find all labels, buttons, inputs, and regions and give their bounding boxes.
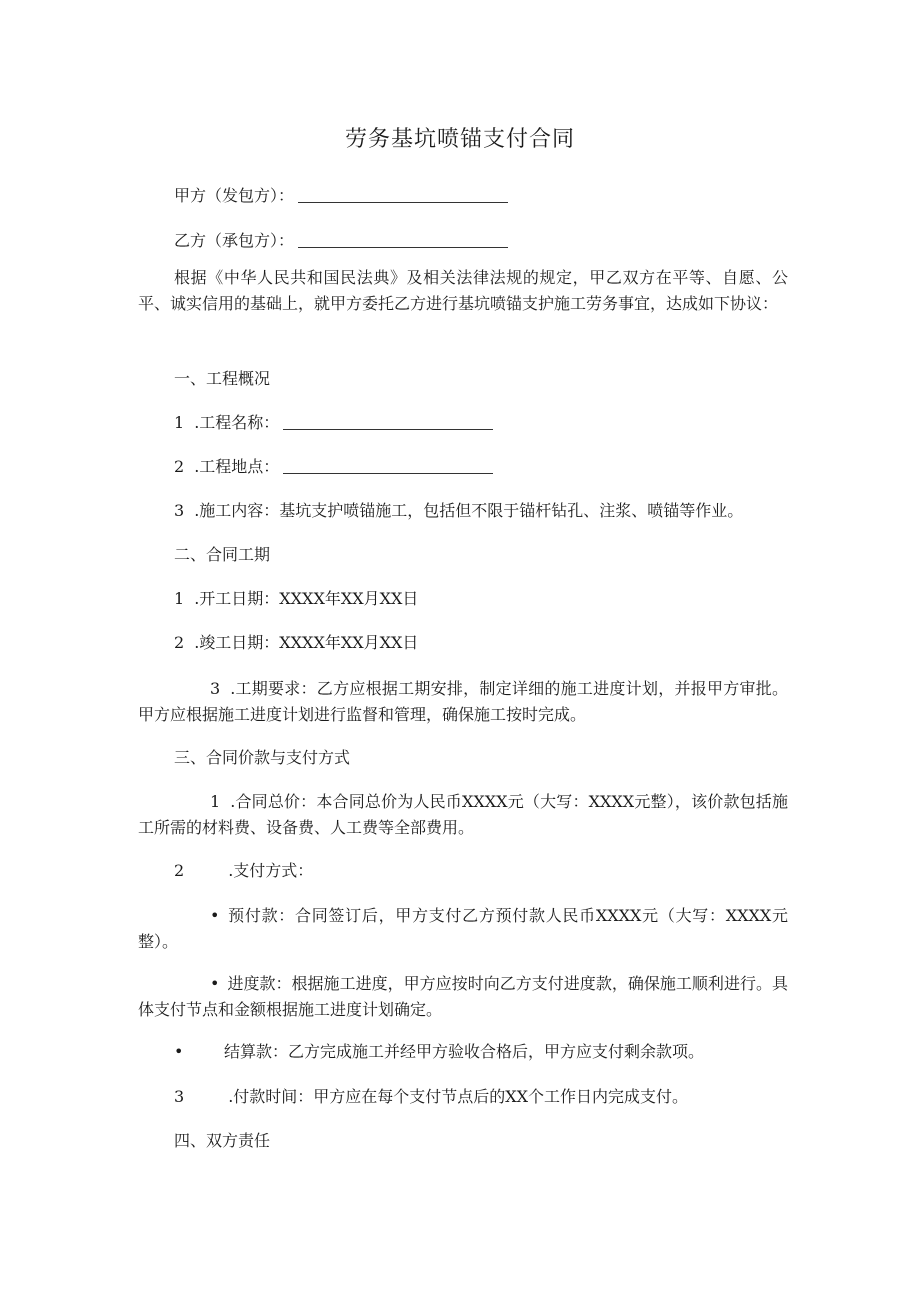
payment-time-line	[138, 1084, 824, 1110]
bullet-icon: •	[210, 974, 220, 993]
project-location-line	[138, 454, 824, 480]
total-price-text: .合同总价：本合同总价为人民币XXXX元（大写：XXXX元整），该价款包括施工所需的材料费、设备费、人工费等全部费用。	[138, 792, 788, 837]
progress-payment-paragraph	[138, 971, 788, 1023]
item-number: 3	[210, 679, 221, 698]
settlement-payment-text: 结算款：乙方完成施工并经甲方验收合格后，甲方应支付剩余款项。	[224, 1042, 705, 1061]
item-number: 3	[174, 501, 185, 520]
section1-heading: 一、工程概况	[174, 369, 271, 388]
schedule-requirement-text: .工期要求：乙方应根据工期安排，制定详细的施工进度计划，并报甲方审批。甲方应根据施工进度计划进行监督和管理，确保施工按时完成。	[138, 679, 788, 724]
total-price-paragraph	[138, 789, 788, 841]
bullet-icon: •	[210, 906, 220, 925]
intro-paragraph: 根据《中华人民共和国民法典》及相关法律法规的规定，甲乙双方在平等、自愿、公平、诚实信用的基础上，就甲方委托乙方进行基坑喷锚支护施工劳务事宜，达成如下协议：	[138, 268, 788, 313]
document-title: 劳务基坑喷锚支付合同	[344, 127, 575, 152]
item-number: 2	[174, 633, 185, 652]
schedule-requirement-paragraph	[138, 676, 788, 728]
item-number: 2	[174, 861, 185, 880]
payment-method-line	[138, 858, 824, 884]
party-a-label: 甲方（发包方）：	[174, 186, 295, 205]
item-number: 1	[210, 792, 221, 811]
section3-heading: 三、合同价款与支付方式	[174, 748, 351, 767]
section2-heading: 二、合同工期	[174, 545, 271, 564]
project-name-blank	[283, 413, 493, 430]
item-number: 3	[174, 1087, 185, 1106]
project-name-label: .工程名称：	[194, 413, 280, 432]
item-number: 2	[174, 457, 185, 476]
payment-method-text: .支付方式：	[228, 861, 314, 880]
project-location-blank	[283, 457, 493, 474]
work-content-text: .施工内容：基坑支护喷锚施工，包括但不限于锚杆钻孔、注浆、喷锚等作业。	[194, 501, 744, 520]
party-b-blank	[298, 231, 508, 248]
party-b-line	[138, 228, 824, 254]
progress-payment-text: 进度款：根据施工进度，甲方应按时向乙方支付进度款，确保施工顺利进行。具体支付节点和金额根据施工进度计划确定。	[138, 974, 788, 1019]
start-date-text: .开工日期：XXXX年XX月XX日	[194, 589, 419, 608]
project-location-label: .工程地点：	[194, 457, 280, 476]
item-number: 1	[174, 413, 185, 432]
payment-time-text: .付款时间：甲方应在每个支付节点后的XX个工作日内完成支付。	[228, 1087, 689, 1106]
end-date-line	[138, 630, 824, 656]
advance-payment-text: 预付款：合同签订后，甲方支付乙方预付款人民币XXXX元（大写：XXXX元整）。	[138, 906, 788, 951]
party-a-blank	[298, 186, 508, 203]
end-date-text: .竣工日期：XXXX年XX月XX日	[194, 633, 419, 652]
advance-payment-paragraph	[138, 903, 788, 955]
party-a-line	[138, 183, 824, 209]
start-date-line	[138, 586, 824, 612]
item-number: 1	[174, 589, 185, 608]
work-content-line	[138, 498, 824, 524]
party-b-label: 乙方（承包方）：	[174, 231, 295, 250]
project-name-line	[138, 410, 824, 436]
section4-heading: 四、双方责任	[174, 1131, 271, 1150]
settlement-payment-line	[138, 1039, 824, 1065]
bullet-icon: •	[174, 1042, 184, 1061]
